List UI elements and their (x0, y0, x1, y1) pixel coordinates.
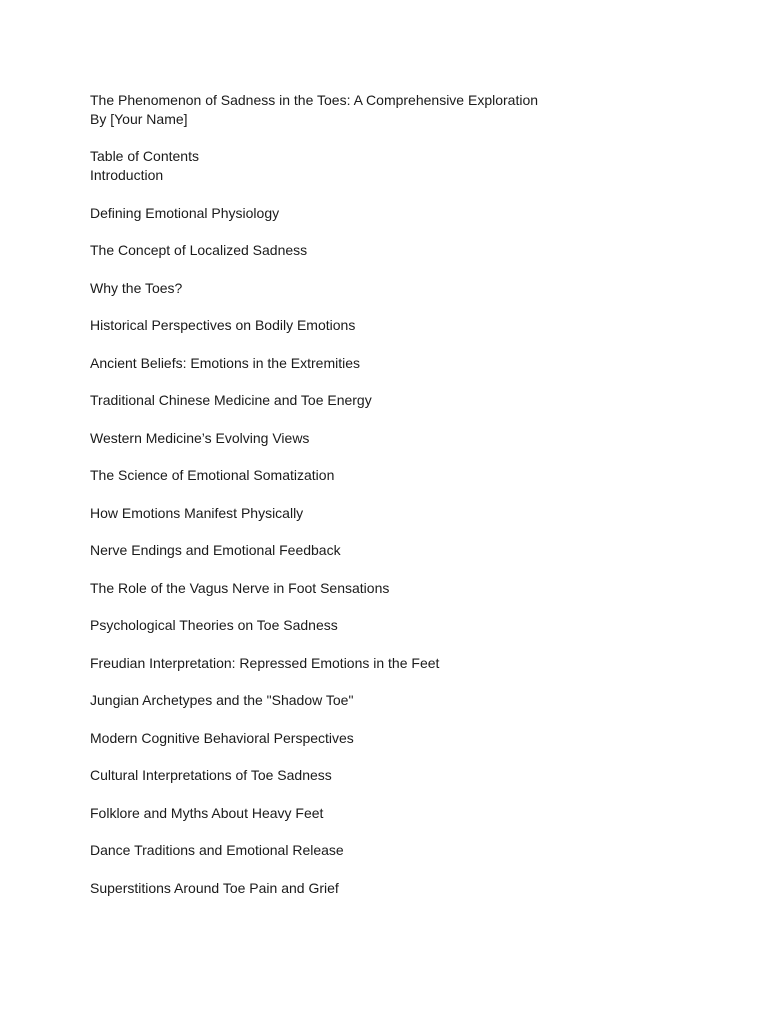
toc-item: Jungian Archetypes and the "Shadow Toe" (90, 692, 354, 708)
toc-item: Why the Toes? (90, 279, 183, 296)
toc-item: Defining Emotional Physiology (90, 204, 280, 221)
toc-item: Cultural Interpretations of Toe Sadness (90, 767, 332, 783)
toc-item: Nerve Endings and Emotional Feedback (90, 542, 341, 558)
toc-item: Superstitions Around Toe Pain and Grief (90, 879, 339, 896)
toc-item: Dance Traditions and Emotional Release (90, 842, 344, 858)
toc-item: Freudian Interpretation: Repressed Emotions in the Feet (90, 654, 440, 671)
toc-item: The Role of the Vagus Nerve in Foot Sensations (90, 579, 390, 596)
document-title: The Phenomenon of Sadness in the Toes: A Comprehensive Exploration (90, 92, 539, 108)
toc-item: Introduction (90, 167, 164, 183)
document-byline: By [Your Name] (90, 111, 188, 127)
toc-item: Folklore and Myths About Heavy Feet (90, 804, 324, 821)
toc-item: Traditional Chinese Medicine and Toe Energy (90, 392, 372, 408)
document-body (90, 91, 710, 898)
toc-item: How Emotions Manifest Physically (90, 504, 304, 521)
toc-item: Historical Perspectives on Bodily Emotions (90, 317, 356, 333)
toc-heading: Table of Contents (90, 148, 199, 164)
toc-item: Western Medicine’s Evolving Views (90, 429, 310, 446)
toc-item: Modern Cognitive Behavioral Perspectives (90, 729, 354, 746)
toc-item: The Science of Emotional Somatization (90, 467, 335, 483)
toc-item: Ancient Beliefs: Emotions in the Extremities (90, 354, 361, 371)
toc-item: Psychological Theories on Toe Sadness (90, 617, 338, 633)
toc-item: The Concept of Localized Sadness (90, 242, 308, 258)
toc-list (90, 166, 710, 898)
